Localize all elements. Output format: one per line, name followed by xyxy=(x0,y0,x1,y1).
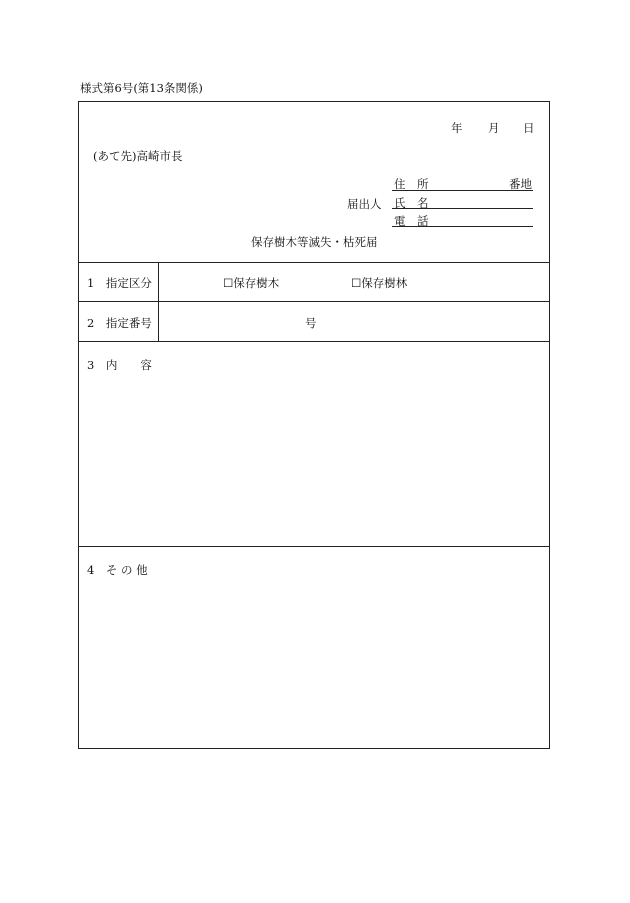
name-label[interactable]: 氏 名 xyxy=(394,196,429,210)
designation-number-label: 2 指定番号 xyxy=(87,316,152,330)
date-year: 年 xyxy=(451,121,463,135)
divider-row1 xyxy=(79,301,549,302)
divider-header xyxy=(79,262,549,263)
label-column-divider xyxy=(158,262,159,341)
date-month: 月 xyxy=(488,121,500,135)
date-line xyxy=(451,120,541,136)
address-underline xyxy=(392,190,533,191)
date-day: 日 xyxy=(523,121,535,135)
designation-type-label: 1 指定区分 xyxy=(87,276,152,290)
form-id: 様式第6号(第13条関係) xyxy=(80,81,203,95)
notifier-label: 届出人 xyxy=(347,197,382,211)
divider-row2 xyxy=(79,341,549,342)
form-box xyxy=(78,101,550,749)
address-suffix: 番地 xyxy=(509,177,532,191)
option-protected-forest[interactable]: ☐保存樹林 xyxy=(351,276,408,290)
phone-underline xyxy=(392,226,533,227)
other-label: 4 そ の 他 xyxy=(87,563,148,577)
contents-label: 3 内 容 xyxy=(87,358,152,372)
document-title: 保存樹木等滅失・枯死届 xyxy=(251,235,378,249)
name-underline xyxy=(392,208,533,209)
address-label[interactable]: 住 所 xyxy=(394,177,429,191)
option-protected-tree[interactable]: ☐保存樹木 xyxy=(223,276,280,290)
designation-number-suffix: 号 xyxy=(305,316,317,330)
phone-label[interactable]: 電 話 xyxy=(394,214,429,228)
divider-row3 xyxy=(79,546,549,547)
addressee: (あて先)高崎市長 xyxy=(93,149,183,163)
